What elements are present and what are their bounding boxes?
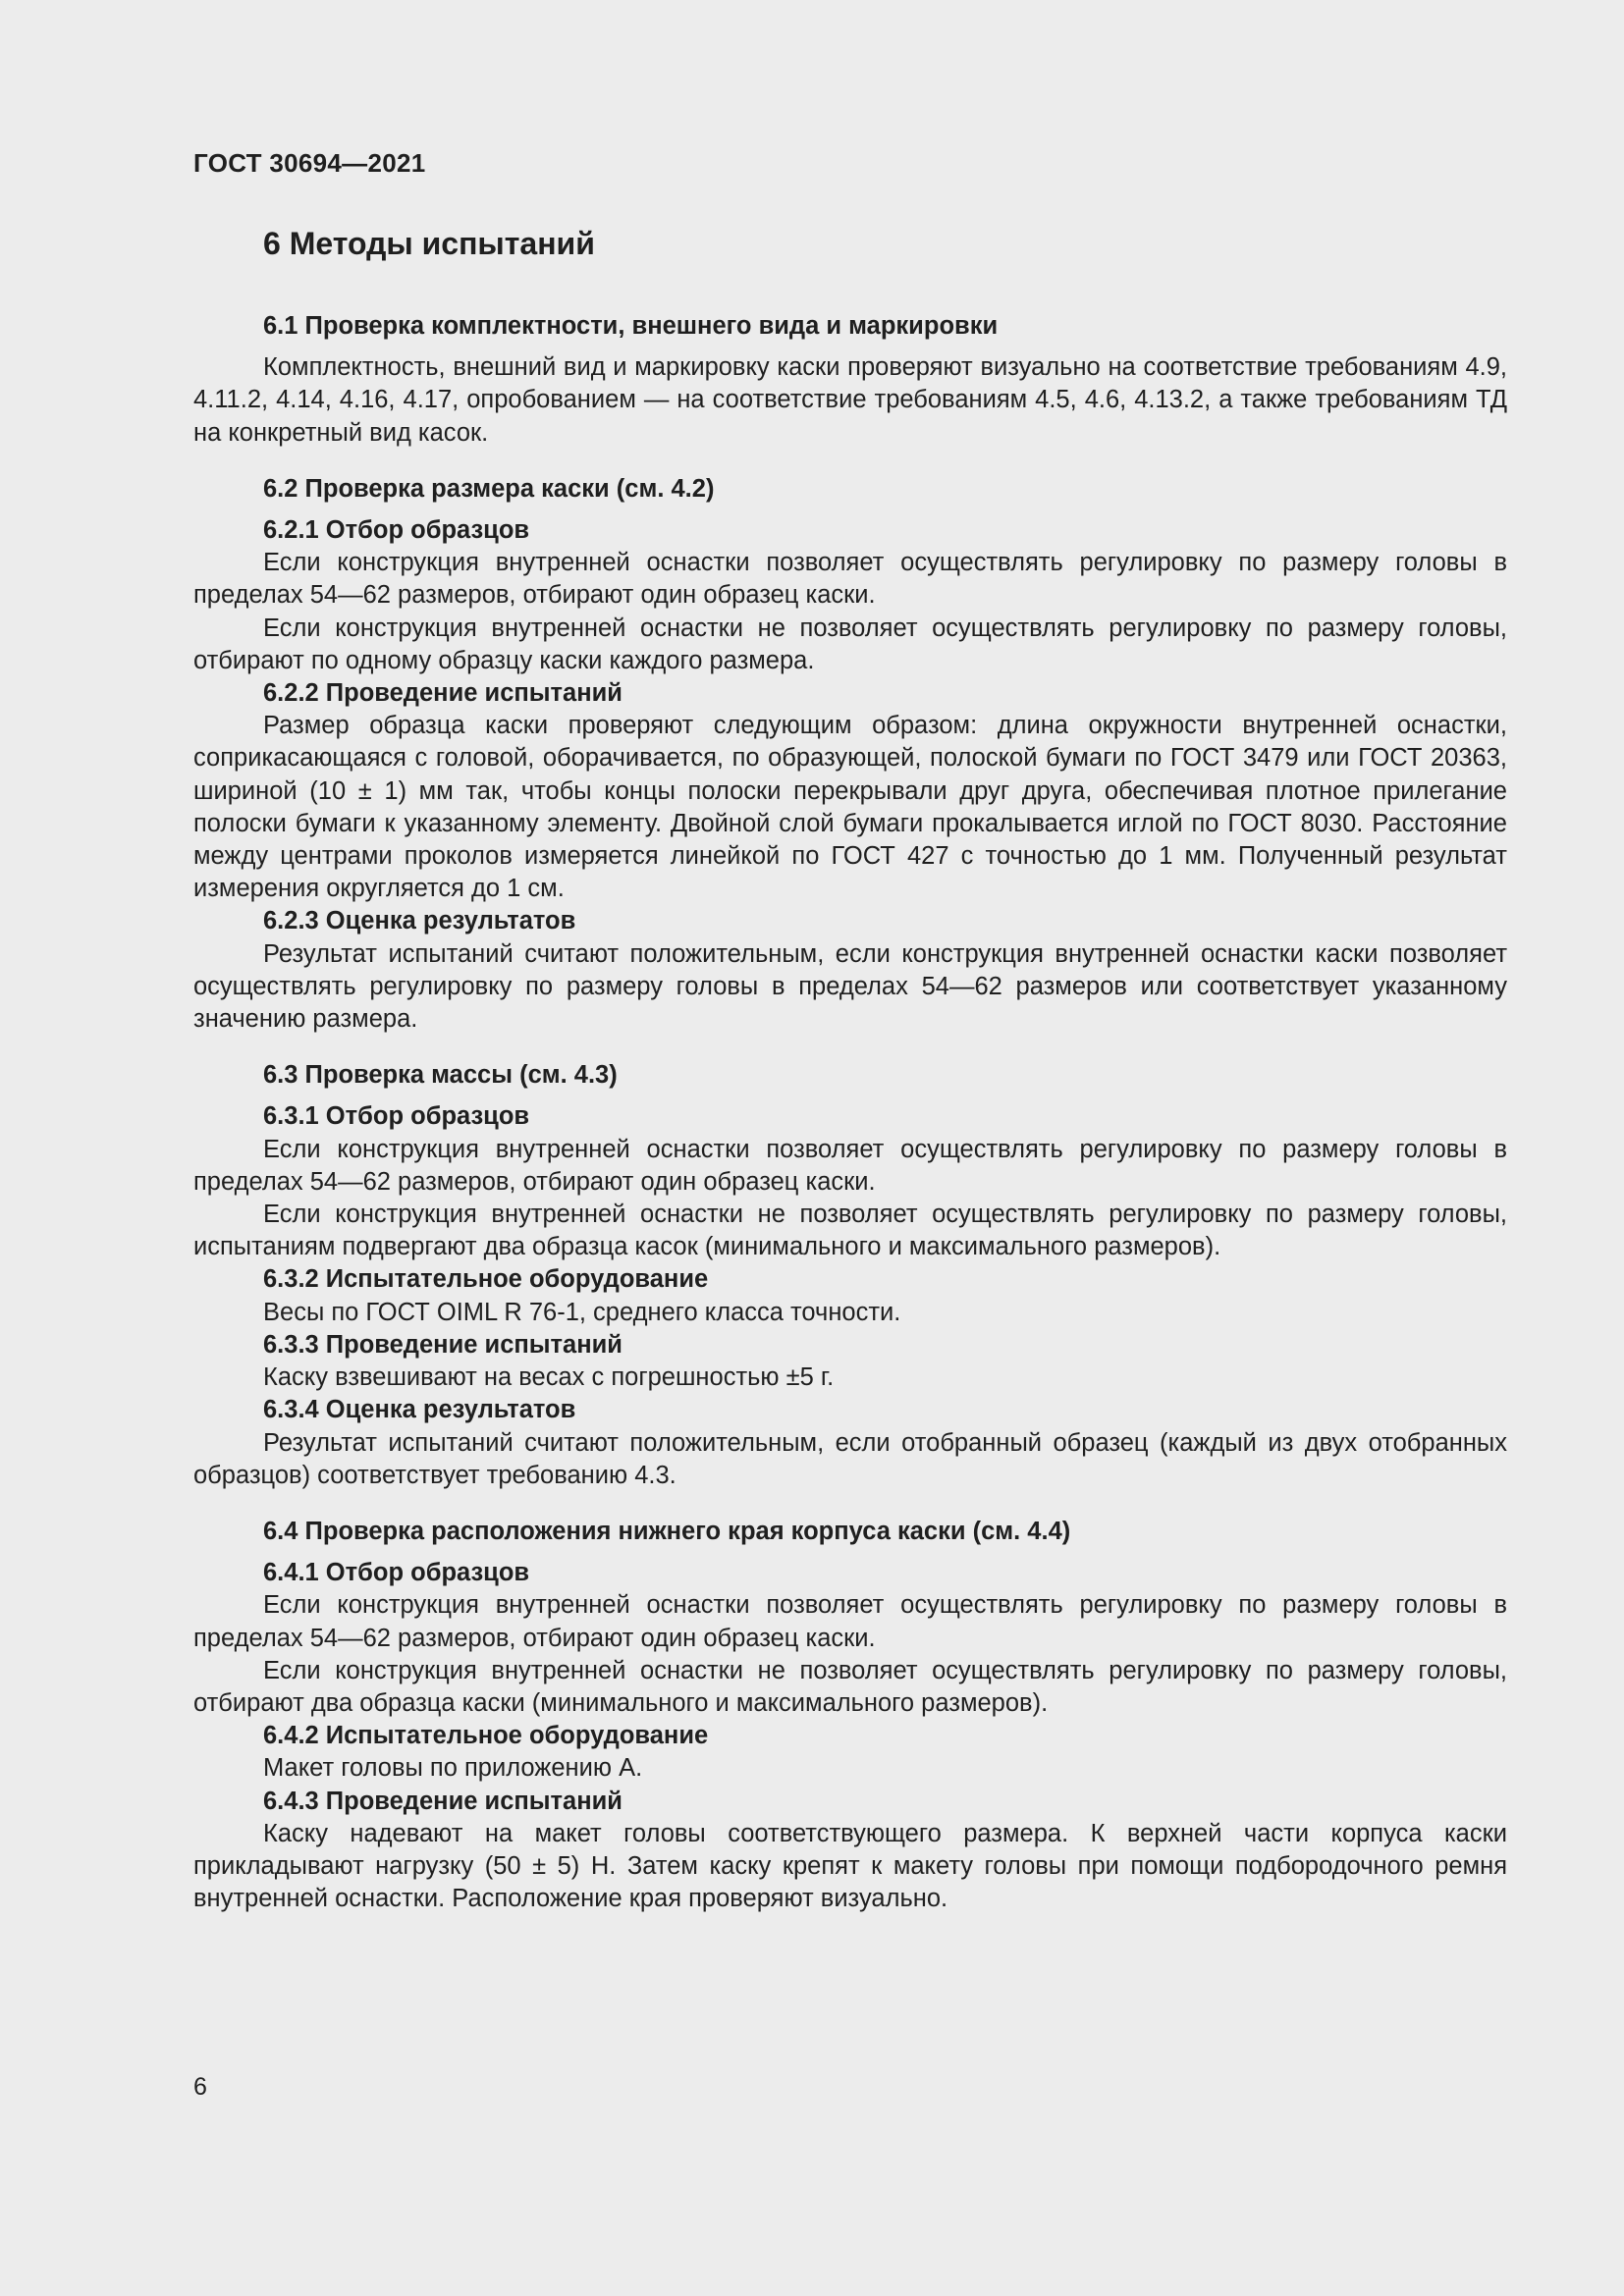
clause-title-6-3-4: 6.3.4 Оценка результатов (263, 1396, 576, 1424)
clause-title-6-3-2: 6.3.2 Испытательное оборудование (263, 1265, 709, 1294)
paragraph: Если конструкция внутренней оснастки не позволяет осуществлять регулировку по размеру головы, отбирают два образца каски (минимального и максимального размеров). (193, 1656, 1507, 1717)
page-content (193, 224, 1507, 1915)
paragraph: Каску взвешивают на весах с погрешностью ±5 г. (263, 1363, 835, 1392)
paragraph: Результат испытаний считают положительным, если конструкция внутренней оснастки каски позволяет осуществлять регулировку по размеру головы в пределах 54—62 размеров или соответствует указанному значению размера. (193, 939, 1507, 1034)
paragraph: Макет головы по приложению А. (263, 1754, 643, 1783)
subsection-title-6-4: 6.4 Проверка расположения нижнего края корпуса каски (см. 4.4) (263, 1517, 1071, 1545)
subsection-title-6-3: 6.3 Проверка массы (см. 4.3) (263, 1061, 618, 1090)
paragraph: Каску надевают на макет головы соответствующего размера. К верхней части корпуса каски прикладывают нагрузку (50 ± 5) Н. Затем каску крепят к макету головы при помощи подбородочного ремня внутренней оснастки. Расположение края проверяют визуально. (193, 1819, 1507, 1913)
clause-title-6-2-3: 6.2.3 Оценка результатов (263, 907, 576, 935)
paragraph: Если конструкция внутренней оснастки позволяет осуществлять регулировку по размеру головы в пределах 54—62 размеров, отбирают один образец каски. (193, 1135, 1507, 1196)
clause-title-6-3-3: 6.3.3 Проведение испытаний (263, 1330, 623, 1359)
paragraph: Если конструкция внутренней оснастки не позволяет осуществлять регулировку по размеру головы, отбирают по одному образцу каски каждого размера. (193, 614, 1507, 674)
paragraph: Комплектность, внешний вид и маркировку каски проверяют визуально на соответствие требованиям 4.9, 4.11.2, 4.14, 4.16, 4.17, опробованием — на соответствие требованиям 4.5, 4.6, 4.13.2, а также требованиям ТД на конкретный вид касок. (193, 353, 1507, 447)
clause-title-6-2-1: 6.2.1 Отбор образцов (263, 516, 530, 545)
clause-title-6-3-1: 6.3.1 Отбор образцов (263, 1102, 530, 1131)
clause-title-6-4-3: 6.4.3 Проведение испытаний (263, 1787, 623, 1815)
paragraph: Если конструкция внутренней оснастки позволяет осуществлять регулировку по размеру головы в пределах 54—62 размеров, отбирают один образец каски. (193, 549, 1507, 610)
page-number: 6 (193, 2073, 207, 2101)
clause-title-6-4-1: 6.4.1 Отбор образцов (263, 1559, 530, 1587)
subsection-title-6-2: 6.2 Проверка размера каски (см. 4.2) (263, 474, 715, 503)
paragraph: Если конструкция внутренней оснастки не позволяет осуществлять регулировку по размеру головы, испытаниям подвергают два образца касок (минимального и максимального размеров). (193, 1201, 1507, 1261)
section-title: 6 Методы испытаний (263, 226, 595, 261)
paragraph: Размер образца каски проверяют следующим образом: длина окружности внутренней оснастки, соприкасающаяся с головой, оборачивается, по образующей, полоской бумаги по ГОСТ 3479 или ГОСТ 20363, шириной (10 ± 1) мм так, чтобы концы полоски перекрывали друг друга, обеспечивая плотное прилегание полоски бумаги к указанному элементу. Двойной слой бумаги прокалывается иглой по ГОСТ 8030. Расстояние между центрами проколов измеряется линейкой по ГОСТ 427 с точностью до 1 мм. Полученный результат измерения округляется до 1 см. (193, 712, 1507, 903)
paragraph: Результат испытаний считают положительным, если отобранный образец (каждый из двух отобранных образцов) соответствует требованию 4.3. (193, 1428, 1507, 1489)
paragraph: Если конструкция внутренней оснастки позволяет осуществлять регулировку по размеру головы в пределах 54—62 размеров, отбирают один образец каски. (193, 1591, 1507, 1652)
subsection-title-6-1: 6.1 Проверка комплектности, внешнего вида и маркировки (263, 312, 999, 340)
document-code: ГОСТ 30694—2021 (193, 148, 426, 178)
clause-title-6-4-2: 6.4.2 Испытательное оборудование (263, 1722, 709, 1750)
clause-title-6-2-2: 6.2.2 Проведение испытаний (263, 679, 623, 708)
paragraph: Весы по ГОСТ OIML R 76-1, среднего класса точности. (263, 1298, 901, 1326)
